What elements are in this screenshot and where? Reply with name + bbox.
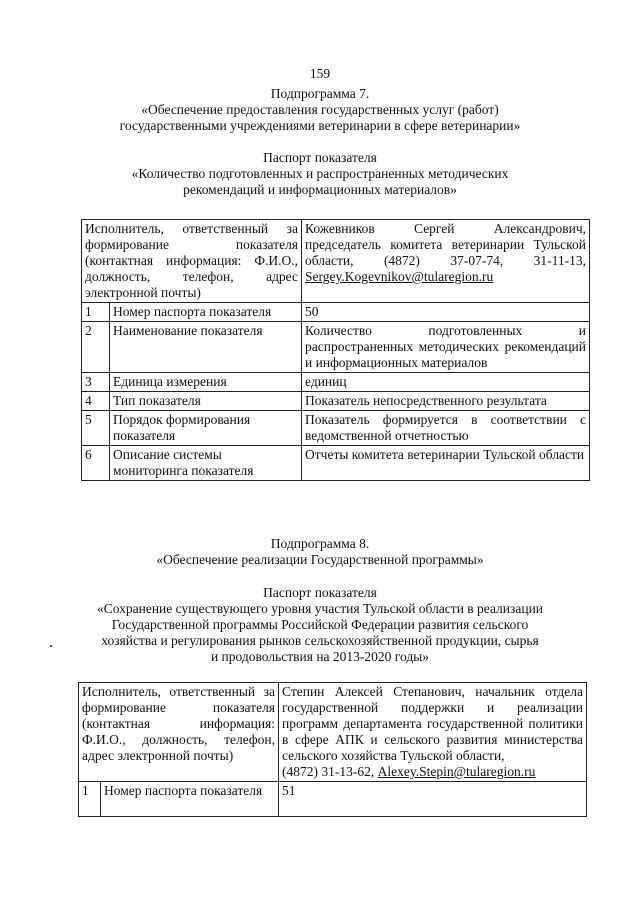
row-label: Наименование показателя [110, 322, 302, 373]
row-value: Показатель непосредственного результата [302, 392, 590, 411]
scan-speck [50, 645, 52, 647]
table-row [82, 303, 590, 322]
table-row [82, 373, 590, 392]
executor-email-link[interactable]: Alexey.Stepin@tularegion.ru [377, 764, 536, 779]
row-value: 51 [279, 782, 587, 817]
row-label: Описание системы мониторинга показателя [110, 446, 302, 481]
row-label: Порядок формирования показателя [110, 411, 302, 446]
subprogram8-indicator-line2: Государственной программы Российской Федерации развития сельского [111, 617, 529, 632]
executor-email-link[interactable]: Sergey.Kogevnikov@tularegion.ru [305, 269, 494, 284]
row-number: 2 [82, 322, 110, 373]
executor-label: Исполнитель, ответственный за формирование показателя (контактная информация: Ф.И.О., должность, телефон, адрес электронной почты) [79, 683, 279, 782]
subprogram8-indicator-line3: хозяйства и регулирования рынков сельскохозяйственной продукции, сырья [101, 633, 539, 648]
subprogram8-passport-title: Паспорт показателя [263, 585, 377, 600]
row-value: Количество подготовленных и распространенных методических рекомендаций и информационных материалов [302, 322, 590, 373]
row-number: 1 [82, 303, 110, 322]
executor-value-cell [279, 683, 587, 782]
row-number: 6 [82, 446, 110, 481]
subprogram7-name-line1: «Обеспечение предоставления государственных услуг (работ) [141, 102, 499, 117]
table-row [82, 220, 590, 303]
subprogram8-indicator-line1: «Сохранение существующего уровня участия Тульской области в реализации [96, 601, 544, 616]
executor-value: Степин Алексей Степанович, начальник отдела государственной поддержки и реализации программ департамента государственной политики в сфере АПК и сельского развития министерства сельского хозяйства Тульской области, [282, 684, 584, 763]
row-number: 4 [82, 392, 110, 411]
row-label: Номер паспорта показателя [110, 303, 302, 322]
page-number: 159 [309, 66, 331, 81]
row-value: Отчеты комитета ветеринарии Тульской области [302, 446, 590, 481]
subprogram8-indicator-line4: и продовольствия на 2013-2020 годы» [210, 649, 430, 664]
subprogram7-passport-title: Паспорт показателя [263, 150, 377, 165]
subprogram8-name: «Обеспечение реализации Государственной программы» [156, 552, 484, 567]
subprogram8-passport-table [78, 682, 587, 817]
executor-phone: (4872) 31-13-62, [282, 764, 375, 779]
row-value: 50 [302, 303, 590, 322]
executor-value: Кожевников Сергей Александрович, председатель комитета ветеринарии Тульской области, (4872) 37-07-74, 31-11-13, [305, 221, 587, 268]
executor-label: Исполнитель, ответственный за формирование показателя (контактная информация: Ф.И.О., должность, телефон, адрес электронной почты) [82, 220, 302, 303]
subprogram7-title: Подпрограмма 7. [270, 86, 370, 101]
subprogram8-title: Подпрограмма 8. [270, 536, 370, 551]
table-row [82, 322, 590, 373]
table-row [82, 411, 590, 446]
row-number: 3 [82, 373, 110, 392]
table-row [82, 392, 590, 411]
row-label: Единица измерения [110, 373, 302, 392]
subprogram7-indicator-line1: «Количество подготовленных и распространенных методических [131, 166, 509, 181]
row-number: 5 [82, 411, 110, 446]
subprogram7-passport-table [81, 219, 590, 481]
table-row [79, 782, 587, 817]
row-value: Показатель формируется в соответствии с ведомственной отчетностью [302, 411, 590, 446]
subprogram7-name-line2: государственными учреждениями ветеринарии в сфере ветеринарии» [119, 118, 521, 133]
row-value: единиц [302, 373, 590, 392]
row-label: Номер паспорта показателя [101, 782, 279, 817]
subprogram7-indicator-line2: рекомендаций и информационных материалов» [183, 182, 457, 197]
row-label: Тип показателя [110, 392, 302, 411]
table-row [82, 446, 590, 481]
executor-value-cell [302, 220, 590, 303]
row-number: 1 [79, 782, 101, 817]
table-row [79, 683, 587, 782]
